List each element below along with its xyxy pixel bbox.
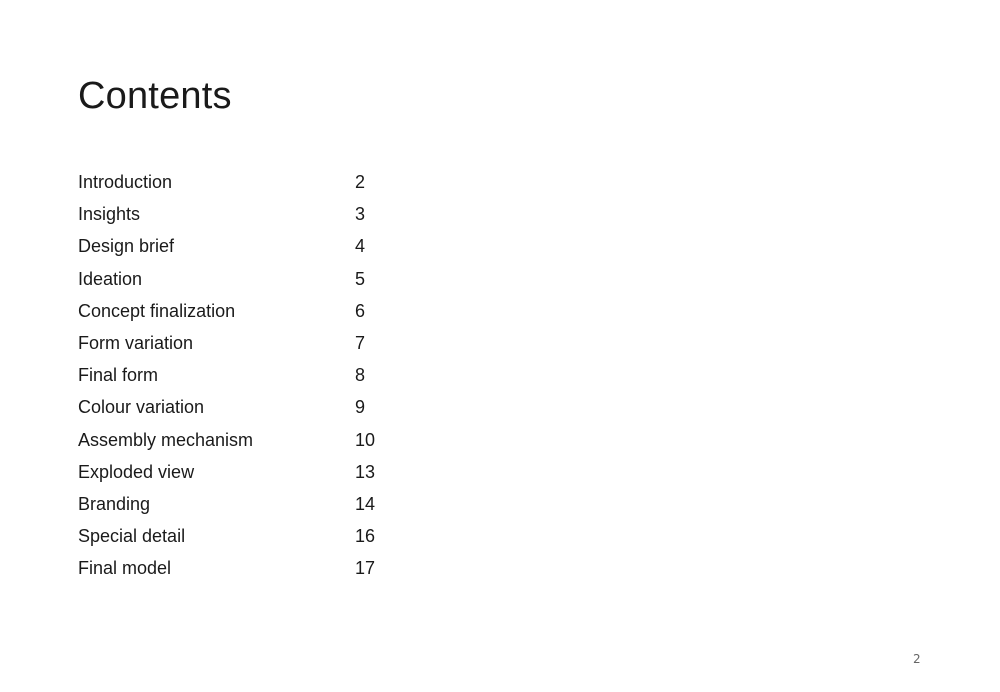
toc-entry-label: Form variation — [78, 332, 194, 353]
toc-entry-page: 14 — [355, 493, 376, 514]
toc-entry-label: Final form — [78, 365, 159, 386]
toc-entry — [78, 230, 375, 262]
toc-entry-page: 5 — [355, 268, 366, 289]
toc-entry-page: 7 — [355, 332, 366, 353]
toc-entry-page: 4 — [355, 236, 366, 257]
table-of-contents — [78, 166, 375, 584]
toc-entry — [78, 552, 375, 584]
toc-entry-label: Exploded view — [78, 461, 195, 482]
toc-entry-page: 10 — [355, 429, 376, 450]
toc-entry-label: Insights — [78, 204, 141, 225]
toc-entry-label: Assembly mechanism — [78, 429, 254, 450]
toc-entry-label: Concept finalization — [78, 300, 236, 321]
toc-entry — [78, 424, 375, 456]
toc-entry — [78, 166, 375, 198]
toc-entry-page: 13 — [355, 461, 376, 482]
toc-entry — [78, 488, 375, 520]
toc-entry-label: Special detail — [78, 526, 186, 547]
toc-entry-page: 9 — [355, 397, 366, 418]
toc-entry-label: Introduction — [78, 172, 173, 192]
toc-entry — [78, 295, 375, 327]
toc-entry — [78, 198, 375, 230]
toc-entry — [78, 456, 375, 488]
page-title: Contents — [78, 75, 232, 117]
toc-entry — [78, 263, 375, 295]
toc-entry-label: Ideation — [78, 268, 143, 289]
toc-entry-page: 8 — [355, 365, 366, 386]
toc-entry-label: Branding — [78, 493, 151, 514]
toc-entry-page: 16 — [355, 526, 376, 547]
toc-entry-label: Final model — [78, 558, 172, 579]
toc-entry — [78, 520, 375, 552]
toc-entry-page: 2 — [355, 172, 366, 192]
toc-entry — [78, 391, 375, 423]
toc-entry-label: Design brief — [78, 236, 175, 257]
toc-entry-page: 3 — [355, 204, 366, 225]
toc-entry — [78, 359, 375, 391]
toc-entry-page: 6 — [355, 300, 366, 321]
toc-entry-page: 17 — [355, 558, 376, 579]
toc-entry-label: Colour variation — [78, 397, 205, 418]
toc-entry — [78, 327, 375, 359]
page-number: 2 — [913, 652, 921, 666]
